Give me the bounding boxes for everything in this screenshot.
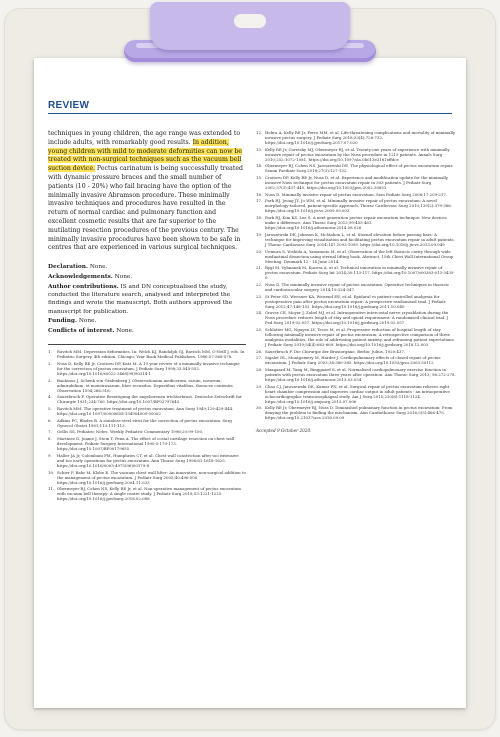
reference-item <box>256 147 456 162</box>
reference-text: Obermeyer RJ, Cohen NS, Jaroszewski DE. The physiological effect of pectus excavatum repair. Semin Paediatr Surg 2018;27(3):127-132. <box>265 163 454 174</box>
reference-number: 20. <box>256 248 263 254</box>
reference-text: Park HJ, Kim KS. Lee S. A next generation pectus repair excavatum technique: New devices make a difference. Ann Thorac Surg 2013;99:455-461. https://doi.org/10.1016/j.athoracsur.2014.08.026 <box>265 215 447 231</box>
reference-item <box>256 215 456 230</box>
reference-number: 11. <box>48 486 55 492</box>
reference-item <box>48 378 246 393</box>
reference-text: Sigalet DL, Montgomery M, Harder J. Cardiopulmonary effects of closed repair of pectus excavatum. J Pediatr Surg 2003;38:380-385. https://doi.org/10.1053/jpsu.2003.50112 <box>265 355 441 366</box>
reference-text: Kelly RE Jr, Obermeyer RJ, Nuss D. Diminished pulmonary function in pectus excavatum: From denying the problem to finding the mechanism. Ann Cardiothorac Surg 2016;5(5):466-475. https://doi.org/10.21037/acs.2016.09.09 <box>265 405 453 421</box>
intro-paragraph <box>48 130 246 253</box>
references-divider <box>48 344 246 345</box>
highlighted-sentence[interactable]: In addition, young children with mild to moderate deformities can now be treated with non-surgical techniques such as the vacuum bell suction device. <box>48 138 243 173</box>
reference-text: Croitoru DP, Kelly RE Jr, Nuss D, et al. Experience and modification update for the minimally invasive Nuss technique for pectus excavatum repair in 303 patients. J Pediatr Surg 2002;37(3):437-445. https://doi.org/10.1053/jpsu.2002.30851 <box>265 175 449 191</box>
reference-text: Gellis SS. Pediatric Notes. Weekly Pediatric Commentary 1996;20:99-100. <box>57 429 204 435</box>
reference-item <box>48 349 246 359</box>
reference-item <box>256 384 456 404</box>
declarations-block <box>48 263 246 335</box>
intro-text-after: Pectus carinatum is being successfully treated with dynamic pressure braces and the small number of patients (10 - 20%) who fail bracing have the option of the minimally invasive Abramson procedure. These minimally invasive techniques and procedures have resulted in the return of normal cardiac and pulmonary function and excellent cosmetic results that are far superior to the mutilating resection procedures of the previous century. The minimally invasive procedures have been shown to be safe in centres that are experienced in various surgical techniques. <box>48 165 243 252</box>
clip-hanging-hole <box>234 14 266 28</box>
reference-item <box>256 405 456 420</box>
reference-item <box>256 310 456 325</box>
reference-item <box>256 367 456 382</box>
header-divider <box>48 113 452 114</box>
reference-text: Maagaard M, Tang M, Ringgaard S, et al. Normalised cardiopulmonary exercise function in patients with pectus excavatum three years after operation. Ann Thorac Surg 2013; 96:272-278. https://doi.org/10.1016/j.athoracsur.2013.03.034 <box>265 367 456 382</box>
reference-text: Ravitch MM. Depression deformities. In: Welch KJ, Randolph GJ, Ravitch MM, O'Neill J, eds. In Pediatric Surgery. 4th edition. Chicago: Year Book Medical Publishers, 1986:57:568-578. <box>57 349 245 360</box>
reference-number: 4. <box>48 394 52 400</box>
reference-item <box>256 192 456 197</box>
accepted-date: Accepted 9 October 2020. <box>256 428 312 434</box>
conflicts-line: Conflicts of interest. None. <box>48 328 134 335</box>
reference-item <box>48 486 246 501</box>
document-page <box>34 58 466 708</box>
reference-text: Nuss D, Kelly RE Jr, Croitoru DP, Katz M. A 10 year review of a minimally invasive technique for the correction of pectus excavatum. J Pediatr Surg 1998;33:545-552. https://doi.org/10.1016/s0022-3468(98)90314-1 <box>57 361 240 377</box>
reference-item <box>256 175 456 190</box>
reference-text: Hebra A, Kelly RE Jr, Ferro MM, et al. Life-threatening complications and mortality of minimally invasive pectus surgery. J Pediatr Surg 2018;53(4):728-732. https://doi.org/10.1016/j.jpedsurg.2017.07.020 <box>265 130 456 145</box>
reference-number: 5. <box>48 406 52 412</box>
reference-item <box>48 394 246 404</box>
reference-text: Bauhinus J, Schenk von Grafenberg J. Observationum medicarum, rarum, novarum, admirabilium, et monstrosarum, liber secundus. Departibus vitalibus, thoracee contentis. Observation 1594;266:516. <box>57 377 234 393</box>
reference-list-left <box>48 349 246 501</box>
reference-item <box>256 130 456 145</box>
reference-item <box>256 294 456 309</box>
reference-item <box>48 361 246 376</box>
reference-number: 15. <box>256 175 263 181</box>
reference-number: 9. <box>48 452 52 458</box>
reference-item <box>256 198 456 213</box>
reference-text: Adkins PC, Blades B. A stainless-steel strut for the correction of pectus excavatum. Surg Gynecol Obstet 1961;113:111-113. <box>57 417 232 428</box>
reference-number: 26. <box>256 348 263 354</box>
intro-text-before: techniques in young children, the age range was extended to include adults, with remarkably good results. <box>48 130 241 146</box>
reference-text: Schier F, Bahr M, Klobe E. The vacuum chest wall lifter: An innovative, non-surgical addition to the management of pectus excavatum. J Pediatr Surg 2005;40:496-500. https://doi.org/10.1016/j.jpedsurg.2004.11.033 <box>57 469 246 485</box>
reference-number: 29. <box>256 383 263 389</box>
reference-number: 7. <box>48 429 52 435</box>
reference-item <box>256 349 456 354</box>
reference-text: Kelly RE Jr, Goretsky MJ, Obermeyer RJ, et al. Twenty-one years of experience with minimally invasive repair of pectus excavatum by the Nuss procedure in 1215 patients. Annals Surg 2010;252:1072-1081. https://doi.org/10.1097/sla.0b013e3181effdce <box>265 146 450 162</box>
reference-text: Obermeyer RJ, Cohen NS, Kelly RE Jr, et al. Non-operative management of pectus excavatum with vacuum bell therapy: A single centre study. J Pediatr Surg 2018;53:1221-1225. https://doi.org/10.1016/j.jpedsurg.2018.02.088 <box>57 486 241 502</box>
reference-text: Uemura S, Yoshida A, Yamamoto M, et al. Observation of the left thoracic cavity through wide mediastinal dissection using sternal lifting hook. Abstract, 15th Chest Wall International Group Meeting. Denmark 12 - 14 June 2014. <box>265 248 454 264</box>
reference-number: 6. <box>48 417 52 423</box>
reference-number: 13. <box>256 146 263 152</box>
reference-text: Ravitch MM. The operative treatment of pectus excavatum. Ann Surg 1949;129:429-444. https://doi.org/10.1097/00000658-194904000-00002 <box>57 406 234 417</box>
reference-text: St Peter SD, Weesner KA, Weisend EE, et al. Epidural vs patient-controlled analgesia for postoperative pain after pectus excavatum repair: A prospective randomised trial. J Pediatr Surg 2012;47:148-153. https://doi.org/10.1016/j.jpedsurg.2011.10.040 <box>265 293 446 309</box>
left-column <box>48 130 246 503</box>
reference-item <box>48 453 246 468</box>
reference-number: 18. <box>256 215 263 221</box>
author-contributions-line: Author contributions. IS and DN conceptualised the study, conducted the literature search, analysed and interpreted the findings and wrote the manuscript. Both authors approved the manuscript for publication. <box>48 283 233 315</box>
reference-item <box>256 163 456 173</box>
reference-list-right <box>256 130 456 420</box>
right-column <box>256 130 456 433</box>
reference-item <box>256 232 456 247</box>
section-label: REVIEW <box>48 100 90 111</box>
reference-number: 30. <box>256 405 263 411</box>
reference-number: 8. <box>48 436 52 442</box>
reference-number: 24. <box>256 310 263 316</box>
reference-item <box>48 418 246 428</box>
reference-number: 10. <box>48 469 55 475</box>
declaration-line: Declaration. None. <box>48 264 108 271</box>
reference-text: Nuss D. Minimally invasive repair of pectus excavatum. Sem Pediatr Surg 2008;17:209-217. <box>265 191 448 197</box>
reference-text: Schlatter MG, Nguyen LV, Tecos M, et al. Progressive reduction of hospital length of stay following minimally invasive repair of pectus excavatum: A retrospective comparison of three analgesia modalities, the role of addressing patient anxiety, and reframing patient expectations. J Pediatr Surg 2019;54(4):663-669. https://doi.org/10.1016/j.jpedsurg.2018.12.003 <box>265 326 455 347</box>
reference-text: Chao CJ, Jaroszewski DE, Kumar PN, et al. Surgical repair of pectus excavatum relieves right heart chamber compression and improves cardiac output in adult patients - an intraoperative echocardiographic transoesophageal study. Am J Surg 2015;210(6):1118-1124. https://doi.org/10.1016/j.amjsurg.2015.07.006 <box>265 383 450 404</box>
reference-item <box>256 282 456 292</box>
reference-text: Park HJ, Jeong JY, Jo WM, et al. Minimally invasive repair of pectus excavatum: A novel morphology-tailored, patient-specific approach. Thorac Cardiovasc Surg 2010;139(2):379-386. https://doi.org/10.1016/j.jtcvs.2009.09.003 <box>265 198 452 214</box>
reference-text: Jaroszewski DE, Johnson K, McMahon L, et al. Sternal elevation before passing bars: A technique for improving visualisation and facilitating pectus excavatum repair in adult patients. J Thorac Cardiovasc Surg 2014;147:1093-1095. https://doi.org/10.1016/j.jtcvs.2013.09.049 <box>265 231 455 247</box>
reference-item <box>256 265 456 280</box>
reference-text: Nuss D. The minimally invasive repair of pectus excavatum. Operative techniques in thoracic and cardiovascular surgery 2014;19:324-347. <box>265 281 450 292</box>
reference-number: 21. <box>256 265 263 271</box>
reference-number: 3. <box>48 377 52 383</box>
reference-item <box>256 327 456 347</box>
reference-text: Sauerbruch F. Die Chirurgie der Brustorgane. Berlin: Julius, 1920:437. <box>265 348 406 354</box>
acknowledgements-line: Acknowledgements. None. <box>48 273 133 280</box>
reference-item <box>256 355 456 365</box>
reference-item <box>48 470 246 485</box>
reference-item <box>256 249 456 264</box>
reference-text: Sauerbruch F. Operative Beseitigung der angeborenen trichterbrust. Deutsche Zeitschrift fur Chirurgie 1931;234:760. https://doi.org/10.1007/BF02797645 <box>57 394 242 405</box>
reference-item <box>48 429 246 434</box>
reference-text: Martinez D, Juame J, Stein T, Pena A. The effect of costal cartilage resection on chest wall development. Pediatr Surgery International 1990;5:170-173. https://doi.org/10.1007/BF00179655 <box>57 436 235 452</box>
reference-text: Haller JA Jr, Colombani PM, Humphries CT, et al. Chest wall constriction after too extensive and too early operations for pectus excavatum. Ann Thorac Surg 1996;61:1618-1625. https://doi.org/10.1016/0003-4975(96)00179-8 <box>57 452 239 468</box>
reference-item <box>48 406 246 416</box>
reference-number: 28. <box>256 367 263 372</box>
reference-number: 16. <box>256 191 263 197</box>
reference-number: 23. <box>256 293 263 299</box>
reference-number: 12. <box>256 130 263 135</box>
reference-number: 2. <box>48 361 52 367</box>
reference-number: 19. <box>256 231 263 237</box>
reference-number: 17. <box>256 198 263 204</box>
reference-text: Rygl M, Vyhnanek M, Kucera A, et al. Technical innovation in minimally invasive repair of pectus excavatum. Pediatr Surg Int 2014;30:113-117. https://doi.org/10.1007/s00383-013-3435-0 <box>265 265 455 281</box>
reference-number: 1. <box>48 349 52 355</box>
reference-number: 25. <box>256 326 263 332</box>
reference-number: 14. <box>256 163 263 169</box>
reference-text: Graves CE, Moyer J, Zobel MJ, et al. Intraoperative intercostal nerve cryoablation during the Nuss procedure reduces length of stay and opioid requirement: A randomised clinical trial. J Ped Surg 2019;02:057. https://doi.org/10.1016/j.jpedsurg.2019.02.057 <box>265 310 449 326</box>
funding-line: Funding. None. <box>48 318 97 325</box>
reference-number: 22. <box>256 281 263 287</box>
reference-number: 27. <box>256 355 263 361</box>
reference-item <box>48 436 246 451</box>
